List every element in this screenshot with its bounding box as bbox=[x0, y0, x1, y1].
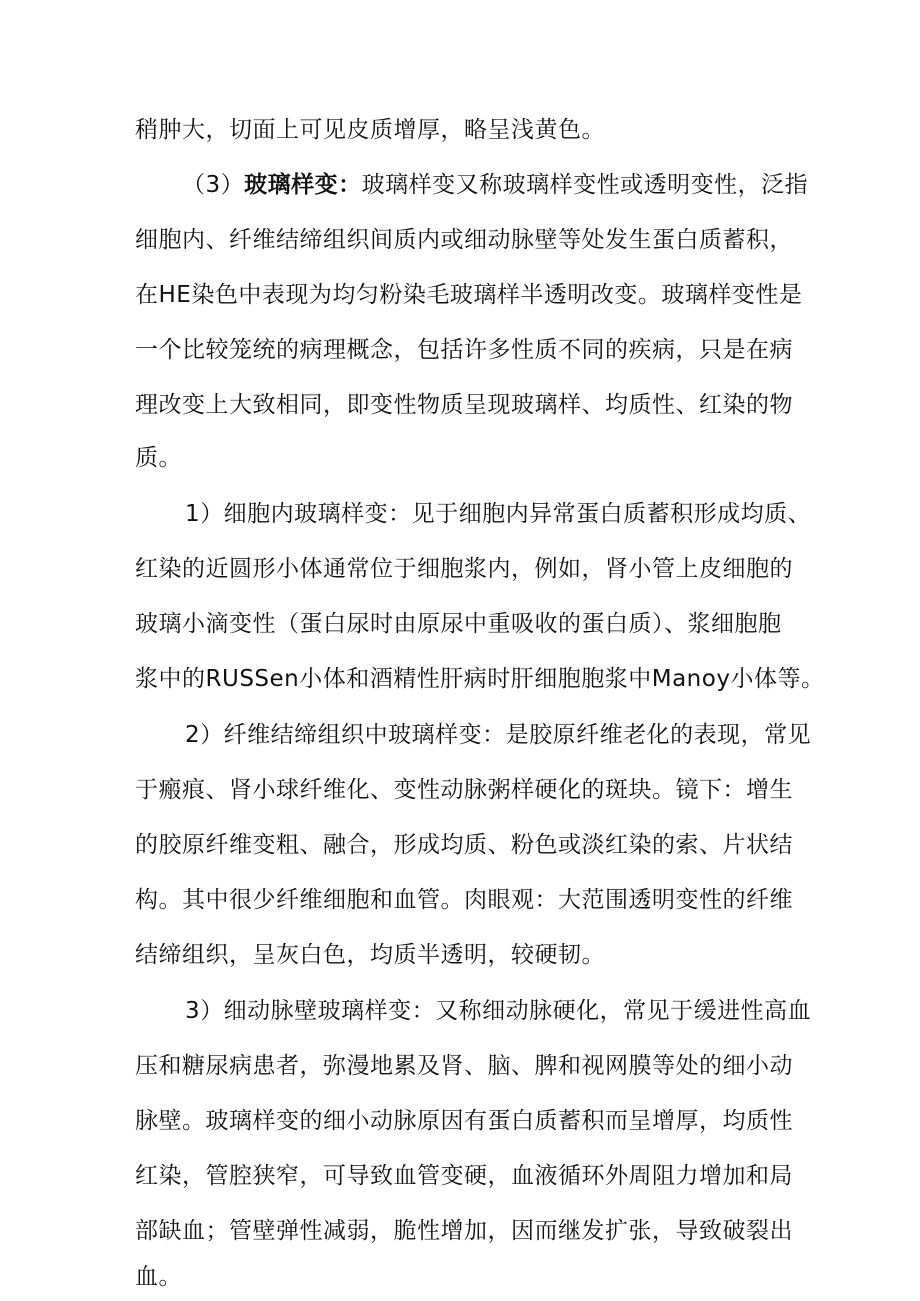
text-line: 玻璃小滴变性（蛋白尿时由原尿中重吸收的蛋白质）、浆细胞胞 bbox=[135, 611, 782, 637]
text-line: 部缺血；管壁弹性减弱，脆性增加，因而继发扩张，导致破裂出 bbox=[135, 1218, 793, 1244]
section-number: （3） bbox=[182, 172, 245, 198]
text-line: 脉壁。玻璃样变的细小动脉原因有蛋白质蓄积而呈增厚，均质性 bbox=[135, 1108, 793, 1134]
text-line: 理改变上大致相同，即变性物质呈现玻璃样、均质性、红染的物 bbox=[135, 392, 793, 418]
text-line: 浆中的RUSSen小体和酒精性肝病时肝细胞胞浆中Manoy小体等。 bbox=[135, 666, 825, 692]
text-line: 压和糖尿病患者，弥漫地累及肾、脑、脾和视网膜等处的细小动 bbox=[135, 1053, 793, 1079]
section-heading: 玻璃样变： bbox=[244, 172, 362, 198]
text-line: 血。 bbox=[135, 1264, 182, 1290]
text-line: 一个比较笼统的病理概念，包括许多性质不同的疾病，只是在病 bbox=[135, 337, 793, 363]
text-line bbox=[182, 170, 808, 200]
text-line: 细胞内、纤维结缔组织间质内或细动脉壁等处发生蛋白质蓄积， bbox=[135, 227, 793, 253]
text-line: 于瘢痕、肾小球纤维化、变性动脉粥样硬化的斑块。镜下：增生 bbox=[135, 777, 793, 803]
text-line: 3）细动脉壁玻璃样变：又称细动脉硬化，常见于缓进性高血 bbox=[185, 998, 812, 1024]
text-line: 质。 bbox=[135, 445, 182, 471]
text-line: 结缔组织，呈灰白色，均质半透明，较硬韧。 bbox=[135, 942, 605, 968]
text-line: 在HE染色中表现为均匀粉染毛玻璃样半透明改变。玻璃样变性是 bbox=[135, 282, 803, 308]
text-line: 构。其中很少纤维细胞和血管。肉眼观：大范围透明变性的纤维 bbox=[135, 887, 793, 913]
section-text: 玻璃样变又称玻璃样变性或透明变性，泛指 bbox=[361, 172, 809, 198]
text-line: 红染，管腔狭窄，可导致血管变硬，血液循环外周阻力增加和局 bbox=[135, 1163, 793, 1189]
text-line: 稍肿大，切面上可见皮质增厚，略呈浅黄色。 bbox=[135, 117, 605, 143]
text-line: 1）细胞内玻璃样变：见于细胞内异常蛋白质蓄积形成均质、 bbox=[185, 501, 812, 527]
text-line: 的胶原纤维变粗、融合，形成均质、粉色或淡红染的索、片状结 bbox=[135, 832, 793, 858]
text-line: 红染的近圆形小体通常位于细胞浆内，例如，肾小管上皮细胞的 bbox=[135, 556, 793, 582]
text-line: 2）纤维结缔组织中玻璃样变：是胶原纤维老化的表现，常见 bbox=[185, 722, 812, 748]
